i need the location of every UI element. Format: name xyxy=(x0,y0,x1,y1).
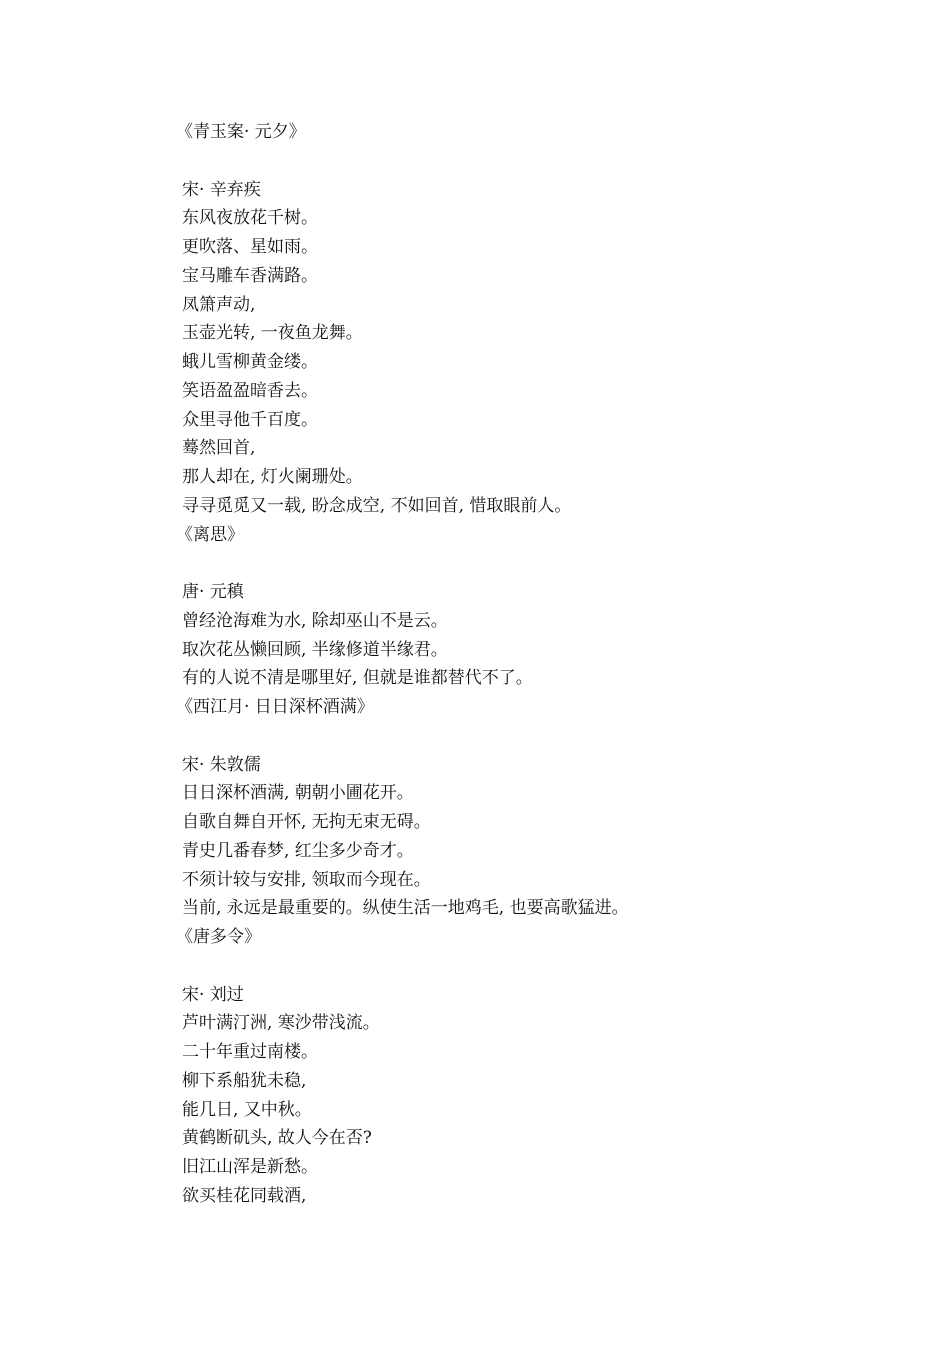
poem-line: 芦叶满汀洲, 寒沙带浅流。 xyxy=(182,1013,380,1034)
poem-title: 《唐多令》 xyxy=(176,927,261,947)
poem-line: 二十年重过南楼。 xyxy=(182,1042,318,1062)
poem-line: 取次花丛懒回顾, 半缘修道半缘君。 xyxy=(182,639,448,660)
poem-line: 黄鹤断矶头, 故人今在否? xyxy=(182,1128,372,1149)
poem-line: 凤箫声动, xyxy=(182,294,256,315)
poem-title: 《青玉案· 元夕》 xyxy=(176,122,306,142)
poem-4 xyxy=(176,923,882,1211)
poem-line: 众里寻他千百度。 xyxy=(182,409,318,430)
poem-line: 自歌自舞自开怀, 无拘无束无碍。 xyxy=(182,812,431,832)
poem-line: 欲买桂花同载酒, xyxy=(182,1185,307,1206)
document-page xyxy=(176,118,882,1211)
poem-line: 旧江山浑是新愁。 xyxy=(182,1157,318,1177)
poem-line: 曾经沧海难为水, 除却巫山不是云。 xyxy=(182,610,448,631)
poem-line: 那人却在, 灯火阑珊处。 xyxy=(182,467,363,487)
poem-1 xyxy=(176,118,882,521)
poem-title: 《西江月· 日日深杯酒满》 xyxy=(176,697,374,717)
poem-line: 能几日, 又中秋。 xyxy=(182,1099,312,1120)
poem-title: 《离思》 xyxy=(176,524,244,545)
poem-2 xyxy=(176,521,882,694)
poem-line: 寻寻觅觅又一载, 盼念成空, 不如回首, 惜取眼前人。 xyxy=(182,495,572,516)
poem-author: 宋· 辛弃疾 xyxy=(182,179,261,200)
poem-line: 日日深杯酒满, 朝朝小圃花开。 xyxy=(182,783,414,804)
poem-author: 唐· 元稹 xyxy=(182,582,244,602)
poem-line: 东风夜放花千树。 xyxy=(182,208,318,229)
poem-author: 宋· 朱敦儒 xyxy=(182,754,261,775)
poem-line: 当前, 永远是最重要的。纵使生活一地鸡毛, 也要高歌猛进。 xyxy=(182,898,629,919)
poem-line: 蓦然回首, xyxy=(182,438,256,459)
poem-line: 蛾儿雪柳黄金缕。 xyxy=(182,352,318,372)
poem-line: 柳下系船犹未稳, xyxy=(182,1070,307,1091)
poem-line: 笑语盈盈暗香去。 xyxy=(182,380,318,401)
poem-author: 宋· 刘过 xyxy=(182,984,244,1005)
poem-line: 不须计较与安排, 领取而今现在。 xyxy=(182,869,431,890)
poem-line: 有的人说不清是哪里好, 但就是谁都替代不了。 xyxy=(182,668,533,689)
poem-3 xyxy=(176,693,882,923)
poem-line: 宝马雕车香满路。 xyxy=(182,265,318,286)
poem-line: 玉壶光转, 一夜鱼龙舞。 xyxy=(182,323,363,344)
poem-line: 青史几番春梦, 红尘多少奇才。 xyxy=(182,840,414,861)
poem-line: 更吹落、星如雨。 xyxy=(182,237,318,257)
